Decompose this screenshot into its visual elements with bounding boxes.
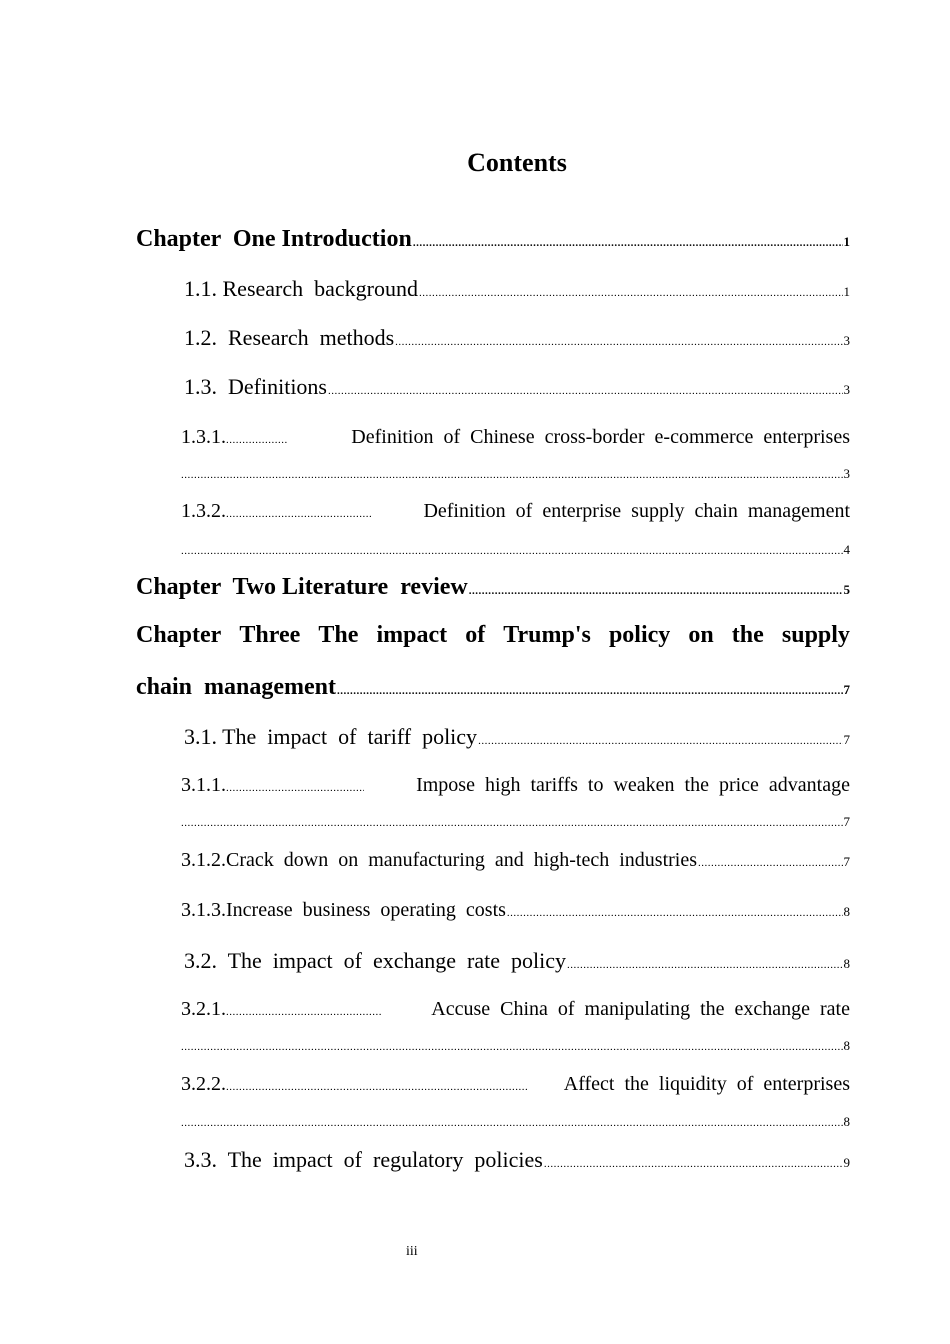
toc-word: policy	[608, 622, 671, 648]
toc-entry-text: 1.1. Research background	[184, 276, 418, 301]
toc-word: The	[318, 622, 359, 648]
toc-page-number: 4	[843, 542, 850, 557]
toc-entry-1-3-2[interactable]	[181, 500, 850, 523]
toc-entry-1-2[interactable]	[184, 325, 850, 351]
toc-entry-text: 3.1.3.Increase business operating costs	[181, 899, 506, 921]
toc-entry-chapter-one[interactable]	[136, 226, 850, 253]
toc-word: the	[731, 622, 764, 648]
toc-page-number: 8	[843, 904, 850, 919]
toc-page-number: 7	[843, 814, 850, 829]
dot-leader	[181, 546, 844, 557]
dot-leader	[478, 736, 842, 747]
toc-entry-3-2-2[interactable]	[181, 1073, 850, 1096]
toc-entry-text: 1.2. Research methods	[184, 325, 395, 350]
toc-entry-text: 3.3. The impact of regulatory policies	[184, 1147, 543, 1172]
toc-entry-text: 3.1. The impact of tariff policy	[184, 724, 478, 749]
dot-leader	[469, 586, 843, 597]
toc-entry-text: chain management	[136, 674, 336, 700]
toc-entry-number: 3.2.1.	[181, 998, 226, 1020]
toc-word: Three	[239, 622, 301, 648]
toc-entry-text: 3.1.2.Crack down on manufacturing and high-tech industries	[181, 849, 697, 871]
dot-leader	[419, 288, 843, 299]
toc-entry-3-2-2-leader	[181, 1114, 850, 1130]
toc-entry-chapter-two[interactable]	[136, 574, 850, 601]
toc-page-number: 1	[843, 284, 850, 299]
toc-page-number: 8	[843, 1114, 850, 1129]
dot-leader	[226, 434, 288, 446]
dot-leader	[567, 960, 842, 971]
toc-entry-3-1-1-leader	[181, 814, 850, 830]
toc-entry-text: 1.3. Definitions	[184, 374, 327, 399]
dot-leader	[328, 386, 843, 397]
dot-leader	[507, 908, 843, 919]
toc-entry-text: Definition of enterprise supply chain management	[423, 500, 850, 522]
toc-entry-1-3[interactable]	[184, 374, 850, 400]
toc-entry-chapter-three-line2[interactable]	[136, 674, 850, 701]
dot-leader	[226, 508, 371, 520]
toc-entry-text: Impose high tariffs to weaken the price advantage	[416, 774, 850, 796]
toc-word: of	[465, 622, 486, 648]
toc-entry-number: 3.1.1.	[181, 774, 226, 796]
dot-leader	[226, 1081, 529, 1093]
toc-entry-text: Definition of Chinese cross-border e-commerce enterprises	[351, 426, 850, 448]
toc-page-number: 8	[843, 1038, 850, 1053]
toc-entry-3-3[interactable]	[184, 1147, 850, 1173]
dot-leader	[226, 1006, 381, 1018]
toc-entry-3-1-2[interactable]	[181, 849, 850, 872]
dot-leader	[395, 337, 842, 348]
toc-entry-number: 1.3.2.	[181, 500, 226, 522]
toc-entry-3-1-3[interactable]	[181, 899, 850, 922]
dot-leader	[544, 1159, 843, 1170]
toc-page-number: 9	[843, 1155, 850, 1170]
toc-word: impact	[376, 622, 448, 648]
toc-word: Trump's	[503, 622, 591, 648]
toc-page-number: 5	[843, 582, 850, 597]
toc-page-number: 3	[843, 466, 850, 481]
toc-page-number: 7	[843, 854, 850, 869]
dot-leader	[413, 238, 843, 249]
toc-word: Chapter	[136, 622, 222, 648]
toc-page-number: 7	[843, 732, 850, 747]
toc-entry-chapter-three-line1[interactable]	[136, 622, 850, 649]
toc-page-number: 1	[843, 234, 850, 249]
dot-leader	[181, 818, 844, 829]
toc-entry-3-1-1[interactable]	[181, 774, 850, 797]
toc-entry-3-2[interactable]	[184, 948, 850, 974]
toc-entry-text: Chapter One Introduction	[136, 226, 412, 252]
page-title: Contents	[467, 148, 567, 177]
toc-entry-1-3-2-leader	[181, 542, 850, 558]
toc-entry-3-2-1[interactable]	[181, 998, 850, 1021]
toc-word: on	[688, 622, 714, 648]
footer-page-number: iii	[406, 1244, 418, 1259]
dot-leader	[698, 858, 843, 869]
dot-leader	[181, 470, 844, 481]
toc-entry-number: 3.2.2.	[181, 1073, 226, 1095]
toc-entry-text: Affect the liquidity of enterprises	[563, 1073, 850, 1095]
toc-page-number: 3	[843, 382, 850, 397]
toc-entry-3-2-1-leader	[181, 1038, 850, 1054]
toc-entry-1-3-1-leader	[181, 466, 850, 482]
toc-entry-1-3-1[interactable]	[181, 426, 850, 449]
toc-entry-text: 3.2. The impact of exchange rate policy	[184, 948, 567, 973]
toc-page-number: 7	[843, 682, 850, 697]
toc-entry-3-1[interactable]	[184, 724, 850, 750]
toc-entry-1-1[interactable]	[184, 276, 850, 302]
toc-entry-number: 1.3.1.	[181, 426, 226, 448]
toc-page-number: 3	[843, 333, 850, 348]
dot-leader	[226, 782, 364, 794]
toc-word: supply	[781, 622, 850, 648]
dot-leader	[181, 1118, 844, 1129]
dot-leader	[181, 1042, 844, 1053]
toc-page-number: 8	[843, 956, 850, 971]
toc-entry-text: Chapter Two Literature review	[136, 574, 468, 600]
dot-leader	[337, 686, 843, 697]
toc-entry-text: Accuse China of manipulating the exchange rate	[431, 998, 850, 1020]
